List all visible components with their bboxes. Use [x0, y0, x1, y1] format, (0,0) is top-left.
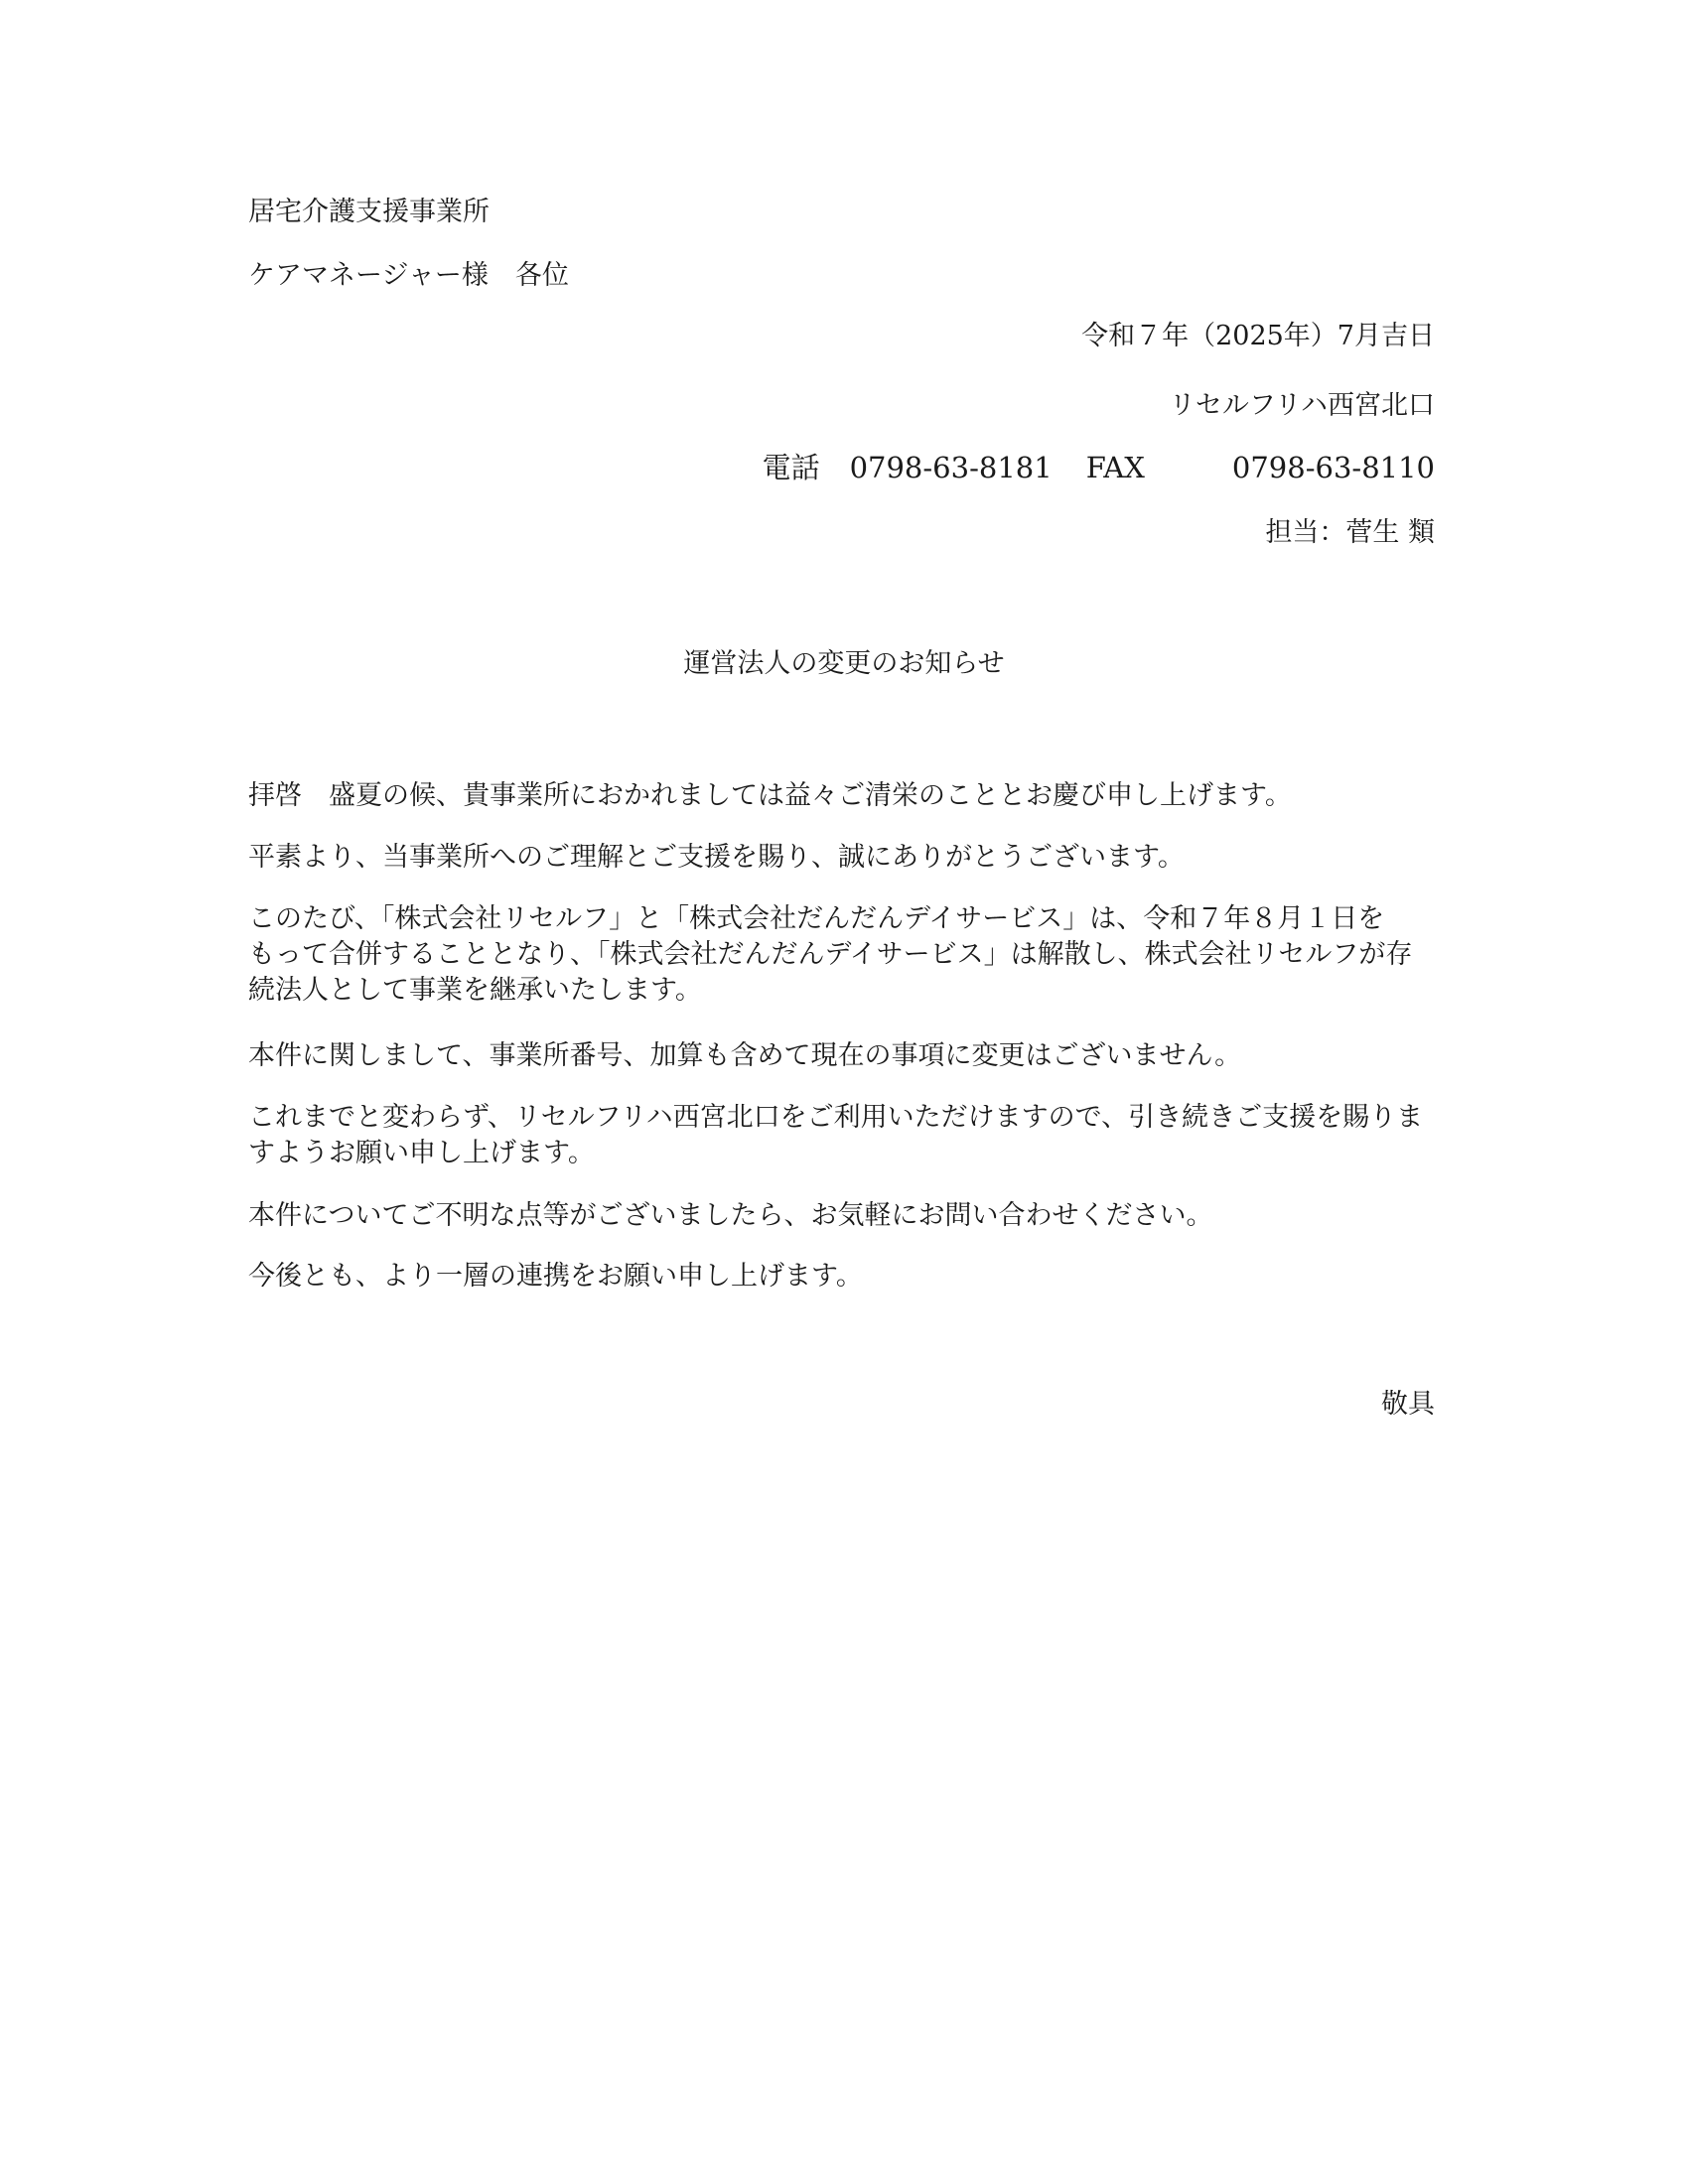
recipient-care-managers: ケアマネージャー様 各位: [248, 260, 569, 291]
document-title: 運営法人の変更のお知らせ: [683, 648, 1005, 679]
paragraph-inquiries: 本件についてご不明な点等がございましたら、お気軽にお問い合わせください。: [248, 1200, 1213, 1231]
paragraph-greeting: 拝啓 盛夏の候、貴事業所におかれましては益々ご清栄のこととお慶び申し上げます。: [248, 780, 1292, 811]
sender-contact: [763, 450, 1435, 485]
tel-number: 0798-63-8181: [849, 451, 1053, 484]
paragraph-continued-support-line-1: これまでと変わらず、リセルフリハ西宮北口をご利用いただけますので、引き続きご支援を賜りま: [248, 1102, 1424, 1133]
closing-keigu: 敬具: [1381, 1389, 1435, 1420]
fax-number: 0798-63-8110: [1231, 451, 1435, 484]
paragraph-cooperation: 今後とも、より一層の連携をお願い申し上げます。: [248, 1261, 863, 1292]
tel-label: 電話: [762, 451, 820, 484]
fax-label: FAX: [1085, 451, 1145, 484]
paragraph-continued-support: [248, 1100, 1440, 1171]
paragraph-merger-line-1: このたび、「株式会社リセルフ」と「株式会社だんだんデイサービス」は、令和７年８月１日を: [248, 903, 1385, 934]
letter-date: 令和７年（2025年）7月吉日: [1081, 321, 1435, 351]
sender-facility: リセルフリハ西宮北口: [1169, 390, 1435, 421]
person-in-charge: 担当：菅生 類: [1265, 517, 1435, 548]
paragraph-merger: [248, 901, 1440, 1009]
paragraph-merger-line-3: 続法人として事業を継承いたします。: [248, 975, 702, 1006]
paragraph-no-change: 本件に関しまして、事業所番号、加算も含めて現在の事項に変更はございません。: [248, 1040, 1242, 1071]
paragraph-merger-line-2: もって合併することとなり、「株式会社だんだんデイサービス」は解散し、株式会社リセルフが存: [248, 939, 1413, 970]
paragraph-thanks: 平素より、当事業所へのご理解とご支援を賜り、誠にありがとうございます。: [248, 842, 1185, 873]
paragraph-continued-support-line-2: すようお願い申し上げます。: [248, 1138, 595, 1168]
recipient-office: 居宅介護支援事業所: [248, 197, 490, 227]
